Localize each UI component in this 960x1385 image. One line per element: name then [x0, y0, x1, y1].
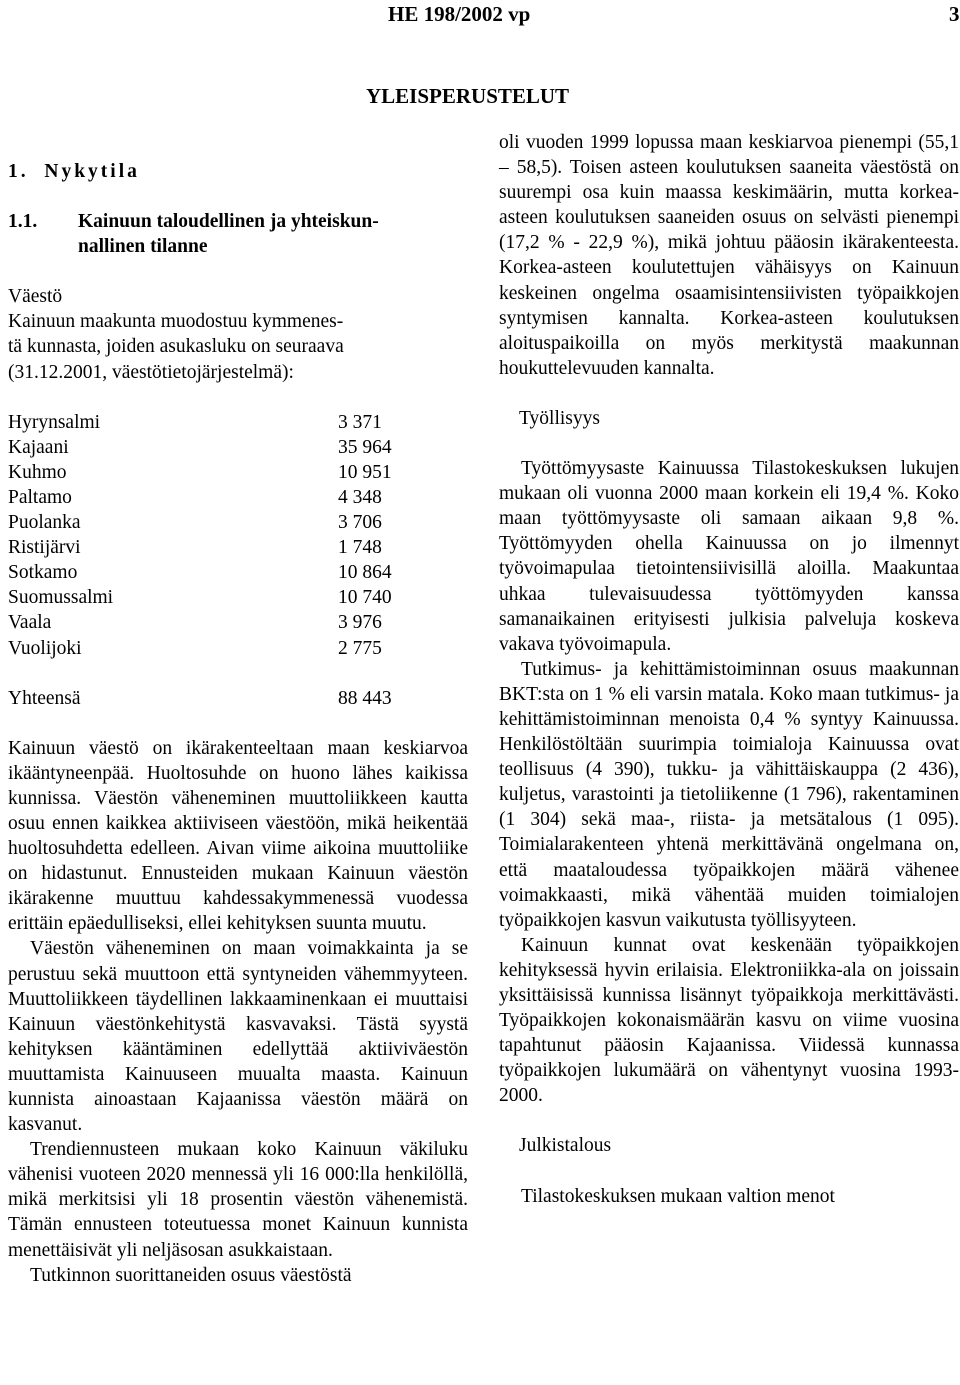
subheading-line-1: Kainuun taloudellinen ja yhteiskun- — [78, 211, 379, 233]
table-row: Kuhmo 10 951 — [8, 461, 392, 483]
table-row: Suomussalmi 10 740 — [8, 587, 392, 609]
intro-line-3: (31.12.2001, väestötietojärjestelmä): — [8, 361, 294, 383]
table-row: Paltamo 4 348 — [8, 486, 382, 508]
intro-line-1: Kainuun maakunta muodostuu kymmenes- — [8, 311, 344, 333]
paragraph: Tilastokeskuksen mukaan valtion menot — [521, 1185, 835, 1207]
intro-line-2: tä kunnasta, joiden asukasluku on seuraava — [8, 336, 344, 358]
table-row: Vuolijoki 2 775 — [8, 637, 382, 659]
population-table — [8, 410, 392, 711]
left-column — [8, 159, 468, 1288]
paragraph: Trendiennusteen mukaan koko Kainuun väkiluku vähenisi vuoteen 2020 mennessä yli 16 000:lla henkilöllä, mikä merkitsisi yli 18 prosentin väestön vähenemistä. Tämän ennusteen toteutuessa monet Kainuun kunnista menettäisivät yli neljäsosan asukkaistaan. — [8, 1139, 468, 1261]
table-row: Vaala 3 976 — [8, 612, 382, 634]
paragraph: Kainuun väestö on ikärakenteeltaan maan keskiarvoa ikääntyneenpää. Huoltosuhde on huono lähes kaikissa kunnissa. Väestön väheneminen muuttoliikkeen kautta osuu ennen kaikkea aktiiviseen väestöön, mikä heikentää huoltosuhdetta edelleen. Aivan viime aikoina muuttoliike on hidastunut. Ennusteiden mukaan Kainuun väestön ikärakenne muuttuu kahdessakymmenessä vuodessa erittäin epäedulliseksi, ellei kehityksen suunta muutu. — [8, 737, 468, 935]
heading-nykytila — [8, 159, 468, 184]
subsection-julkistalous: Julkistalous — [519, 1135, 612, 1157]
document-id: HE 198/2002 vp — [388, 2, 531, 26]
subheading-kainuu — [8, 209, 468, 259]
paragraph: oli vuoden 1999 lopussa maan keskiarvoa pienempi (55,1 – 58,5). Toisen asteen koulutuksen saaneita väestöstä on suurempi osa kuin maassa keskimäärin, mutta korkea-asteen koulutuksen saaneiden osuus on selvästi pienempi (17,2 % - 22,9 %), mikä johtuu pääosin ikärakenteesta. Korkea-asteen koulutettujen vähäisyys on Kainuun keskeinen ongelma osaamisintensiivisten työpaikkojen syntymisen kannalta. Korkea-asteen koulutuksen aloituspaikoilla on myös merkitystä maakunnan houkuttelevuuden kannalta. — [499, 132, 959, 379]
table-row: Ristijärvi 1 748 — [8, 537, 382, 559]
subsection-vaesto: Väestö — [8, 286, 63, 308]
right-column — [499, 130, 959, 1209]
heading-number: 1. — [8, 161, 29, 182]
heading-title: Nykytila — [44, 161, 140, 182]
table-row: Hyrynsalmi 3 371 — [8, 411, 382, 433]
page-header — [0, 0, 960, 28]
subsection-tyollisyys: Työllisyys — [519, 407, 600, 429]
subheading-line-2: nallinen tilanne — [78, 236, 208, 258]
paragraph: Kainuun kunnat ovat keskenään työpaikkojen kehityksessä hyvin erilaisia. Elektroniikka-ala on joissain yksittäisissä kunnissa lisännyt työpaikkoja merkittävästi. Työpaikkojen kokonaismäärän kasvu on viime vuosina tapahtunut pääosin Kajaanissa. Viidessä kunnassa työpaikkojen lukumäärä on vähentynyt vuosina 1993-2000. — [499, 934, 959, 1107]
table-row: Kajaani 35 964 — [8, 436, 392, 458]
section-title: YLEISPERUSTELUT — [366, 84, 570, 108]
paragraph: Työttömyysaste Kainuussa Tilastokeskuksen lukujen mukaan oli vuonna 2000 maan korkein eli 19,4 %. Koko maan työttömyysaste oli samaan aikaan 9,8 %. Työttömyyden ohella Kainuussa on jo ilmennyt työvoimapulaa tietointensiivisillä aloilla. Maakuntaa uhkaa tulevaisuudessa työttömyyden kanssa samanaikainen erityisesti julkisia palveluja koskeva vakava työvoimapula. — [499, 458, 959, 655]
paragraph: Väestön väheneminen on maan voimakkainta ja se perustuu sekä muuttoon että syntyneiden vähemmyyteen. Muuttoliikkeen täydellinen lakkaaminenkaan ei muuttaisi Kainuun väestönkehitystä kasvavaksi. Tästä syystä kehityksen kääntäminen edellyttää aktiiviväestön muuttamista Kainuuseen muualta maasta. Kainuun kunnista ainoastaan Kajaanissa väestön määrä on kasvanut. — [8, 938, 468, 1136]
subheading-number: 1.1. — [8, 211, 38, 233]
paragraph: Tutkinnon suorittaneiden osuus väestöstä — [30, 1264, 352, 1286]
table-row: Puolanka 3 706 — [8, 512, 382, 534]
table-total-row: Yhteensä 88 443 — [8, 687, 392, 709]
table-row: Sotkamo 10 864 — [8, 562, 392, 584]
page-number: 3 — [949, 2, 960, 26]
paragraph: Tutkimus- ja kehittämistoiminnan osuus maakunnan BKT:sta on 1 % eli varsin matala. Koko maan tutkimus- ja kehittämistoiminnan menoista 0,4 % syntyy Kainuussa. Henkilöstöltään suurimpia toimialoja Kainuussa ovat teollisuus (4 390), tukku- ja vähittäiskauppa (2 436), kuljetus, varastointi ja tietoliikenne (1 796), rakentaminen (1 304) sekä maa-, riista- ja metsätalous (1 095). Toimialarakenteen yhtenä merkittävänä ongelmana on, että maataloudessa työpaikkojen määrä vähenee voimakkaasti, mikä vähentää muiden toimialojen työpaikkojen kasvun vaikutusta työllisyyteen. — [499, 658, 959, 931]
